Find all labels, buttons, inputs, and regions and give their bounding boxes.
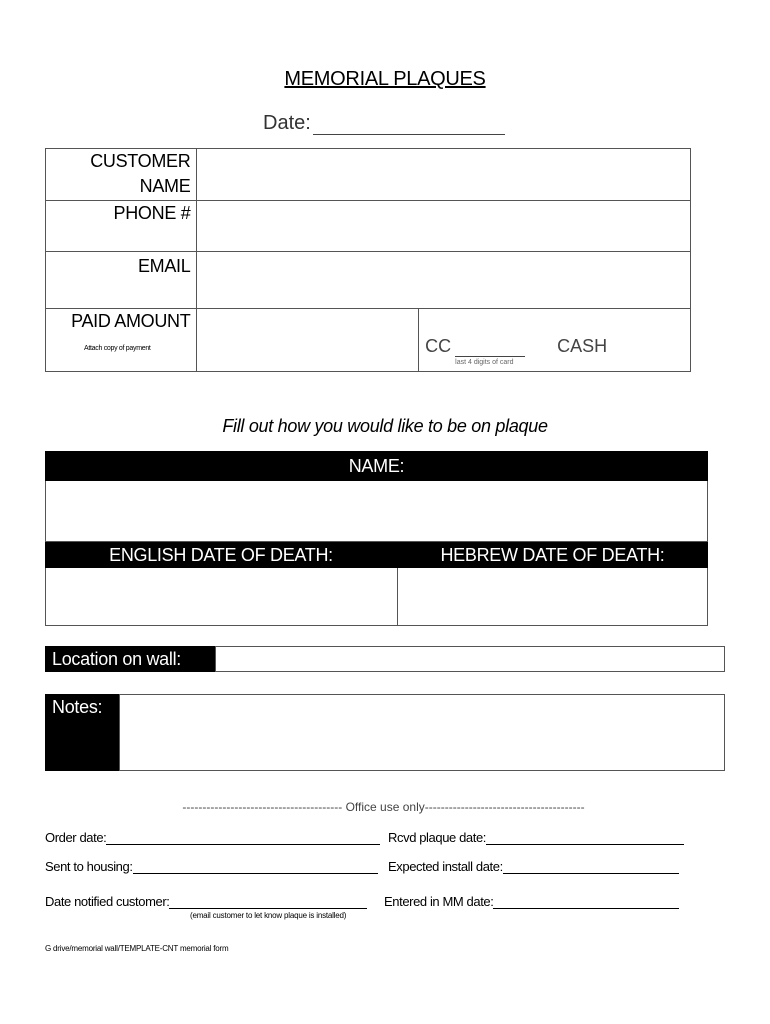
footer-file-path: G drive/memorial wall/TEMPLATE-CNT memorial form (45, 944, 229, 953)
entered-mm-date-field[interactable] (384, 894, 679, 909)
cc-label: CC (425, 336, 452, 356)
location-label: Location on wall: (45, 646, 215, 672)
order-date-line[interactable] (106, 832, 380, 845)
paid-amount-label-cell (46, 309, 197, 372)
email-label: EMAIL (46, 252, 197, 309)
hebrew-date-label: HEBREW DATE OF DEATH: (397, 542, 708, 568)
english-date-field[interactable] (45, 568, 398, 626)
phone-field[interactable] (197, 201, 691, 252)
customer-name-label-line1: CUSTOMER (90, 151, 191, 171)
date-field[interactable] (263, 112, 505, 135)
notes-field[interactable] (119, 694, 725, 771)
last4-note: last 4 digits of card (455, 359, 514, 366)
payment-method-cell (419, 309, 691, 372)
date-notified-customer-line[interactable] (169, 896, 367, 909)
office-use-header: ---------------------------------------- Office use only---------------------------------------- (182, 800, 585, 814)
date-notified-customer-field[interactable] (45, 894, 367, 909)
cc-digits-line[interactable] (455, 342, 525, 357)
customer-info-table (45, 148, 691, 372)
customer-name-label (46, 149, 197, 201)
plaque-name-header: NAME: (45, 451, 708, 481)
expected-install-date-line[interactable] (503, 861, 679, 874)
order-date-label: Order date: (45, 830, 107, 845)
hebrew-date-field[interactable] (397, 568, 708, 626)
rcvd-plaque-date-label: Rcvd plaque date: (388, 830, 486, 845)
cash-option[interactable]: CASH (557, 336, 608, 356)
order-date-field[interactable] (45, 830, 380, 845)
form-title: MEMORIAL PLAQUES (284, 68, 486, 90)
paid-amount-label: PAID AMOUNT (71, 311, 191, 331)
expected-install-date-field[interactable] (388, 859, 679, 874)
paid-amount-field[interactable] (197, 309, 419, 372)
date-notified-customer-label: Date notified customer: (45, 894, 170, 909)
plaque-name-field[interactable] (45, 481, 708, 542)
customer-name-label-line2: NAME (139, 176, 191, 196)
attach-payment-note: Attach copy of payment (84, 345, 151, 352)
english-date-label: ENGLISH DATE OF DEATH: (45, 542, 397, 568)
expected-install-date-label: Expected install date: (388, 859, 503, 874)
rcvd-plaque-date-line[interactable] (486, 832, 684, 845)
customer-name-field[interactable] (197, 149, 691, 201)
notes-label: Notes: (45, 694, 119, 771)
plaque-instruction: Fill out how you would like to be on plaque (222, 416, 548, 436)
entered-mm-date-label: Entered in MM date: (384, 894, 494, 909)
date-input-line[interactable] (313, 116, 505, 135)
email-customer-note: (email customer to let know plaque is installed) (190, 911, 347, 920)
date-label: Date: (263, 112, 311, 134)
location-field[interactable] (215, 646, 725, 672)
cc-option[interactable] (425, 336, 525, 357)
sent-to-housing-field[interactable] (45, 859, 378, 874)
rcvd-plaque-date-field[interactable] (388, 830, 684, 845)
sent-to-housing-line[interactable] (133, 861, 378, 874)
phone-label: PHONE # (46, 201, 197, 252)
entered-mm-date-line[interactable] (493, 896, 679, 909)
email-field[interactable] (197, 252, 691, 309)
sent-to-housing-label: Sent to housing: (45, 859, 133, 874)
